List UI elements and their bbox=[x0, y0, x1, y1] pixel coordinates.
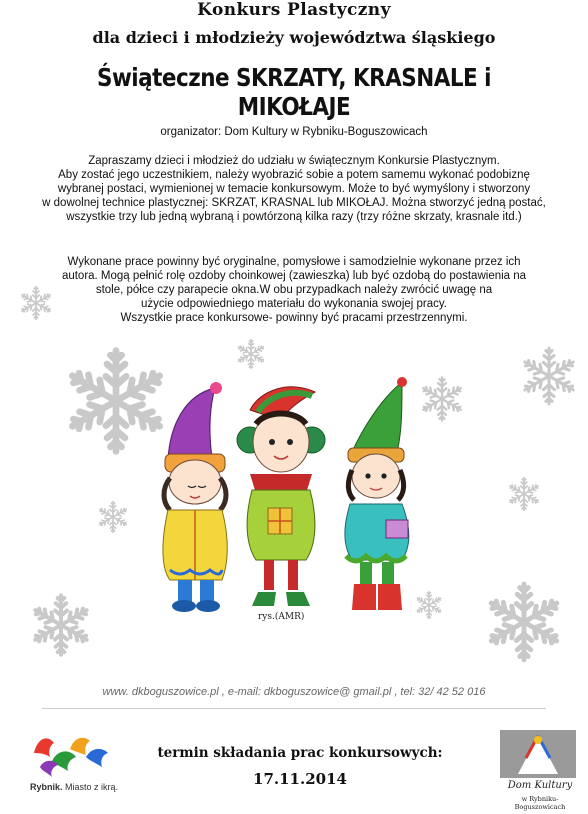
middle-elf bbox=[237, 387, 325, 606]
deadline-date: 17.11.2014 bbox=[253, 770, 347, 788]
intro-line: wszystkie trzy lub jedną wybraną i powtórzoną kilka razy (trzy różne skrzaty, krasnale itd.) bbox=[66, 211, 522, 223]
intro-line: w dowolnej technice plastycznej: SKRZAT, KRASNAL lub MIKOŁAJ. Można stworzyć jedną postać, bbox=[42, 197, 546, 209]
rybnik-slogan: Miasto z ikrą. bbox=[62, 782, 119, 792]
intro-line: Zapraszamy dzieci i młodzież do udziału w świątecznym Konkursie Plastycznym. bbox=[88, 155, 500, 167]
right-elf bbox=[345, 377, 409, 610]
rules-line: użycie odpowiedniego materiału do wykonania swojej pracy. bbox=[141, 298, 447, 310]
rules-line: Wykonane prace powinny być oryginalne, pomysłowe i samodzielnie wykonane przez ich bbox=[67, 256, 521, 268]
intro-paragraph bbox=[20, 154, 568, 224]
rules-line: autora. Mogą pełnić rolę ozdoby choinkowej (zawieszka) lub być ozdobą do postawienia na bbox=[61, 270, 527, 282]
snowflake-icon bbox=[235, 338, 267, 370]
contest-title: Konkurs Plastyczny bbox=[197, 0, 391, 20]
deadline-label: termin składania prac konkursowych: bbox=[157, 745, 443, 761]
contest-theme-title: Świąteczne SKRZATY, KRASNALE i MIKOŁAJE bbox=[96, 63, 492, 121]
illustration-signature: rys.(AMR) bbox=[258, 612, 305, 622]
intro-line: wybranej postaci, wymienionej w temacie konkursowym. Może to być wymyślony i stworzony bbox=[57, 183, 531, 195]
snowflake-icon bbox=[506, 476, 542, 512]
rules-paragraph bbox=[20, 255, 568, 325]
snowflake-icon bbox=[518, 345, 580, 407]
intro-line: Aby zostać jego uczestnikiem, należy wyobrazić sobie a potem samemu wykonać podobiznę bbox=[58, 169, 530, 181]
rules-line: stole, półce czy parapecie okna.W obu przypadkach należy zwrócić uwagę na bbox=[95, 284, 493, 296]
contact-line: www. dkboguszowice.pl , e-mail: dkboguszowice@ gmail.pl , tel: 32/ 42 52 016 bbox=[102, 686, 486, 698]
contest-audience: dla dzieci i młodzieży województwa śląskiego bbox=[92, 28, 496, 47]
dom-kultury-subtitle: w Rybniku-Boguszowicach bbox=[514, 795, 566, 811]
three-elves-illustration bbox=[140, 370, 450, 640]
snowflake-icon bbox=[28, 592, 94, 658]
footer-divider bbox=[42, 708, 546, 709]
dom-kultury-name: Dom Kultury bbox=[507, 780, 573, 791]
rybnik-city: Rybnik. bbox=[30, 782, 63, 792]
snowflake-icon bbox=[482, 580, 566, 664]
dom-kultury-logo-icon bbox=[500, 730, 576, 778]
snowflake-icon bbox=[96, 500, 130, 534]
left-elf bbox=[163, 382, 227, 612]
rybnik-logo-text bbox=[30, 782, 118, 792]
organizer-line: organizator: Dom Kultury w Rybniku-Boguszowicach bbox=[160, 126, 428, 138]
rules-line: Wszystkie prace konkursowe- powinny być pracami przestrzennymi. bbox=[120, 312, 468, 324]
snowflake-icon bbox=[18, 285, 54, 321]
